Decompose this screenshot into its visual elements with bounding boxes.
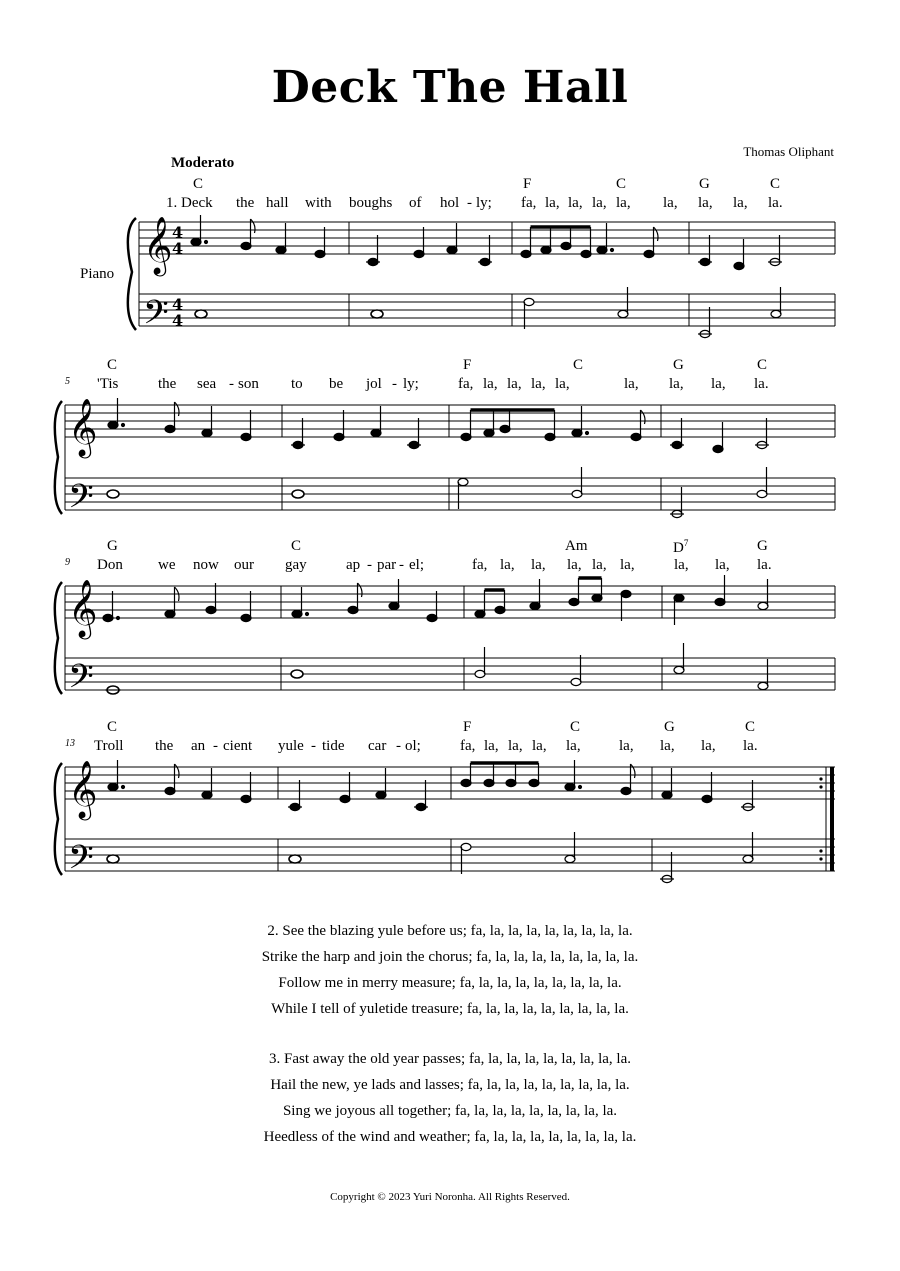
chord-root: D	[673, 540, 684, 556]
lyric-syllable: el;	[409, 557, 424, 573]
chord-extension: 7	[683, 538, 689, 548]
lyric-hyphen: -	[367, 557, 372, 573]
lyric-syllable: son	[238, 376, 259, 392]
chord-symbol: G	[757, 538, 768, 554]
lyric-syllable: car	[368, 738, 387, 754]
lyric-syllable: an	[191, 738, 206, 754]
lyric-syllable: la,	[568, 195, 583, 211]
lyric-syllable: to	[291, 376, 303, 392]
repeat-dots	[819, 777, 822, 860]
verse-line: Hail the new, ye lads and lasses; fa, la, la, la, la, la, la, la, la.	[270, 1077, 630, 1093]
lyric-syllable: la.	[743, 738, 758, 754]
lyric-syllable: Troll	[94, 738, 124, 754]
lyric-syllable: fa,	[521, 195, 537, 211]
lyric-syllable: tide	[322, 738, 345, 754]
lyric-syllable: la,	[660, 738, 675, 754]
treble-clef-icon: 𝄞	[68, 760, 98, 818]
chord-symbol	[673, 538, 688, 557]
lyric-syllable: la,	[698, 195, 713, 211]
notes	[107, 760, 755, 883]
lyric-syllable: la,	[616, 195, 631, 211]
grand-staff	[0, 395, 900, 524]
lyric-hyphen: -	[467, 195, 472, 211]
bass-clef-icon: 𝄢	[143, 294, 169, 340]
lyric-syllable: gay	[285, 557, 307, 573]
additional-verses	[0, 918, 900, 1174]
notes	[103, 575, 768, 694]
score-title: Deck The Hall	[271, 62, 629, 113]
chord-symbol: C	[573, 357, 584, 373]
lyric-syllable: hall	[266, 195, 289, 211]
chord-symbol: G	[664, 719, 675, 735]
lyric-syllable: la,	[674, 557, 689, 573]
verse-line: Follow me in merry measure; fa, la, la, la, la, la, la, la, la.	[278, 975, 622, 991]
lyric-syllable: la,	[619, 738, 634, 754]
lyric-syllable: la,	[483, 376, 498, 392]
time-signature-bottom: 4	[172, 311, 184, 330]
lyric-syllable: la,	[545, 195, 560, 211]
lyric-syllable: the	[236, 195, 255, 211]
treble-clef-icon: 𝄞	[68, 579, 98, 637]
lyric-syllable: la,	[711, 376, 726, 392]
lyric-hyphen: -	[392, 376, 397, 392]
lyric-hyphen: -	[311, 738, 316, 754]
time-signature-bottom: 4	[172, 239, 184, 258]
lyric-syllable: la,	[508, 738, 523, 754]
lyric-syllable: ly;	[403, 376, 419, 392]
chord-symbol: C	[193, 176, 204, 192]
lyric-hyphen: -	[399, 557, 404, 573]
copyright-notice: Copyright © 2023 Yuri Noronha. All Rights Reserved.	[330, 1191, 570, 1203]
verse-line: Heedless of the wind and weather; fa, la, la, la, la, la, la, la, la.	[263, 1129, 637, 1145]
final-barline	[830, 767, 834, 871]
lyric-syllable: la,	[566, 738, 581, 754]
treble-clef-icon: 𝄞	[143, 216, 173, 274]
verse-line: Sing we joyous all together; fa, la, la, la, la, la, la, la, la.	[282, 1103, 618, 1119]
bass-clef-icon: 𝄢	[68, 839, 94, 885]
lyric-syllable: the	[155, 738, 174, 754]
lyric-syllable: la,	[531, 376, 546, 392]
lyric-syllable: la,	[592, 195, 607, 211]
lyric-syllable: 'Tis	[97, 376, 119, 392]
brace	[128, 218, 136, 330]
lyric-syllable: we	[158, 557, 176, 573]
lyric-syllable: our	[234, 557, 254, 573]
lyric-syllable: la,	[531, 557, 546, 573]
lyric-syllable: now	[193, 557, 219, 573]
time-signature-top: 4	[172, 223, 184, 242]
chord-symbol: C	[107, 719, 118, 735]
lyric-syllable: ol;	[405, 738, 421, 754]
lyric-syllable: jol	[366, 376, 382, 392]
lyric-syllable: la,	[507, 376, 522, 392]
lyric-syllable: la,	[733, 195, 748, 211]
lyric-syllable: la,	[592, 557, 607, 573]
lyric-syllable: la,	[620, 557, 635, 573]
lyric-syllable: Don	[97, 557, 123, 573]
grand-staff	[0, 755, 900, 885]
lyric-syllable: la,	[663, 195, 678, 211]
lyric-syllable: ly;	[476, 195, 492, 211]
lyric-syllable: la,	[532, 738, 547, 754]
measure-number: 9	[65, 557, 70, 568]
verse-2	[0, 918, 900, 1022]
lyric-hyphen: -	[396, 738, 401, 754]
lyric-syllable: la.	[754, 376, 769, 392]
chord-symbol: C	[757, 357, 768, 373]
lyric-syllable: 1. Deck	[166, 195, 213, 211]
chord-symbol: F	[463, 719, 472, 735]
lyric-syllable: par	[377, 557, 397, 573]
lyric-syllable: ap	[346, 557, 361, 573]
instrument-label: Piano	[80, 266, 115, 282]
lyric-syllable: la,	[555, 376, 570, 392]
lyric-syllable: la.	[768, 195, 783, 211]
lyric-syllable: the	[158, 376, 177, 392]
treble-clef-icon: 𝄞	[68, 398, 98, 456]
verse-line: While I tell of yuletide treasure; fa, la, la, la, la, la, la, la, la.	[271, 1001, 629, 1017]
chord-symbol: C	[291, 538, 302, 554]
tempo-marking: Moderato	[171, 155, 235, 171]
lyric-syllable: la,	[500, 557, 515, 573]
chord-symbol: C	[570, 719, 581, 735]
notes	[191, 215, 782, 338]
lyric-syllable: cient	[223, 738, 253, 754]
bass-clef-icon: 𝄢	[68, 658, 94, 704]
lyric-syllable: la.	[757, 557, 772, 573]
lyric-syllable: la,	[567, 557, 582, 573]
chord-symbol: C	[107, 357, 118, 373]
chord-symbol: F	[463, 357, 472, 373]
lyric-syllable: with	[305, 195, 332, 211]
bass-clef-icon: 𝄢	[68, 478, 94, 524]
lyric-syllable: of	[409, 195, 422, 211]
lyric-hyphen: -	[229, 376, 234, 392]
chord-symbol: G	[107, 538, 118, 554]
lyric-syllable: la,	[715, 557, 730, 573]
lyric-hyphen: -	[213, 738, 218, 754]
lyric-syllable: hol	[440, 195, 460, 211]
chord-symbol: C	[616, 176, 627, 192]
chord-symbol: G	[699, 176, 710, 192]
chord-symbol: C	[745, 719, 756, 735]
chord-symbol: F	[523, 176, 532, 192]
grand-staff	[0, 575, 900, 704]
measure-number: 5	[65, 376, 70, 387]
lyric-syllable: fa,	[460, 738, 476, 754]
lyric-syllable: fa,	[472, 557, 488, 573]
chord-symbol: G	[673, 357, 684, 373]
lyric-syllable: yule	[278, 738, 304, 754]
chord-symbol: Am	[565, 538, 588, 554]
measure-number: 13	[65, 738, 75, 749]
verse-line: Strike the harp and join the chorus; fa, la, la, la, la, la, la, la, la.	[261, 949, 639, 965]
verse-line: 3. Fast away the old year passes; fa, la, la, la, la, la, la, la, la.	[269, 1051, 631, 1067]
verse-3	[0, 1046, 900, 1150]
time-signature-top: 4	[172, 295, 184, 314]
lyric-syllable: boughs	[349, 195, 393, 211]
notes	[107, 398, 769, 518]
lyric-syllable: la,	[669, 376, 684, 392]
lyric-syllable: la,	[484, 738, 499, 754]
lyric-syllable: la,	[701, 738, 716, 754]
lyric-syllable: fa,	[458, 376, 474, 392]
lyric-syllable: be	[329, 376, 344, 392]
chord-symbol: C	[770, 176, 781, 192]
grand-staff	[0, 205, 900, 365]
verse-line: 2. See the blazing yule before us; fa, la, la, la, la, la, la, la, la.	[267, 923, 633, 939]
composer-credit: Thomas Oliphant	[743, 144, 834, 159]
lyric-syllable: sea	[197, 376, 217, 392]
lyric-syllable: la,	[624, 376, 639, 392]
